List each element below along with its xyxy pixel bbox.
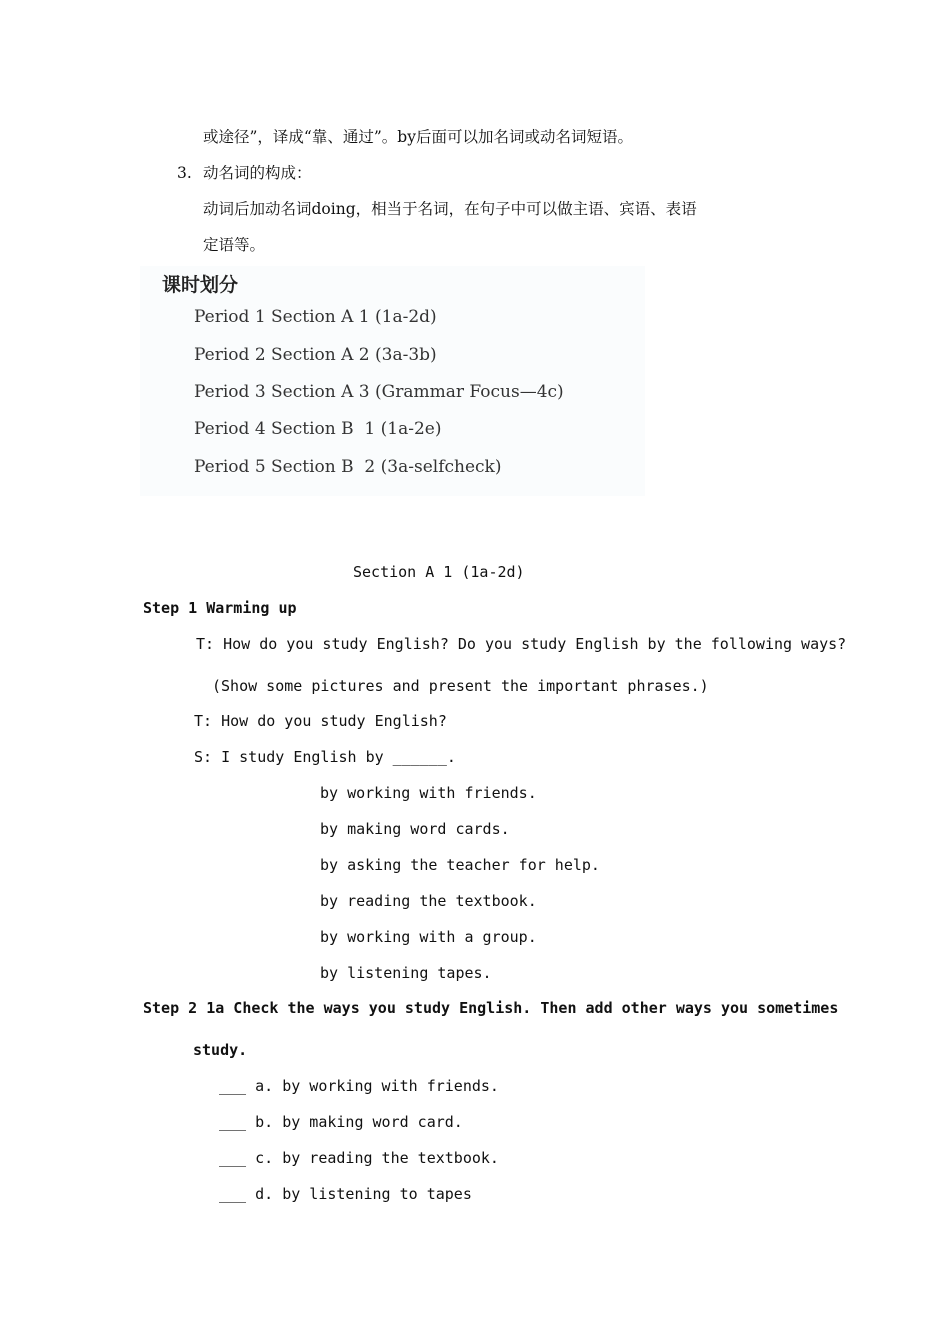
note-line: (Show some pictures and present the important phrases.) [212,677,709,695]
period-item: Period 2 Section A 2 (3a-3b) [194,345,437,365]
option-item: ___ b. by making word card. [219,1113,463,1131]
period-item: Period 1 Section A 1 (1a-2d) [194,307,437,327]
way-item: by working with a group. [320,928,537,946]
way-item: by listening tapes. [320,964,492,982]
paragraph-line: 定语等。 [203,236,266,254]
step1-heading: Step 1 Warming up [143,599,297,617]
paragraph-line: 动词后加动名词doing，相当于名词，在句子中可以做主语、宾语、表语 [203,200,697,218]
list-number: 3. [177,164,192,182]
way-item: by reading the textbook. [320,892,537,910]
list-item-title: 动名词的构成： [203,164,312,182]
teacher-line: T: How do you study English? Do you study English by the following ways? [196,635,847,653]
option-item: ___ c. by reading the textbook. [219,1149,499,1167]
teacher-line: T: How do you study English? [194,712,447,730]
period-item: Period 3 Section A 3 (Grammar Focus—4c) [194,382,564,402]
student-line: S: I study English by ______. [194,748,456,766]
period-division-image [140,266,645,496]
option-item: ___ d. by listening to tapes [219,1185,472,1203]
way-item: by making word cards. [320,820,510,838]
period-item: Period 4 Section B 1 (1a-2e) [194,419,442,439]
way-item: by asking the teacher for help. [320,856,600,874]
section-heading: Section A 1 (1a-2d) [353,563,525,581]
paragraph-line: 或途径”，译成“靠、通过”。by后面可以加名词或动名词短语。 [203,128,633,146]
step2-heading-cont: study. [193,1041,248,1059]
step2-heading: Step 2 1a Check the ways you study English. Then add other ways you sometimes [143,999,839,1017]
way-item: by working with friends. [320,784,537,802]
option-item: ___ a. by working with friends. [219,1077,499,1095]
period-title: 课时划分 [162,274,239,296]
period-item: Period 5 Section B 2 (3a-selfcheck) [194,457,502,477]
